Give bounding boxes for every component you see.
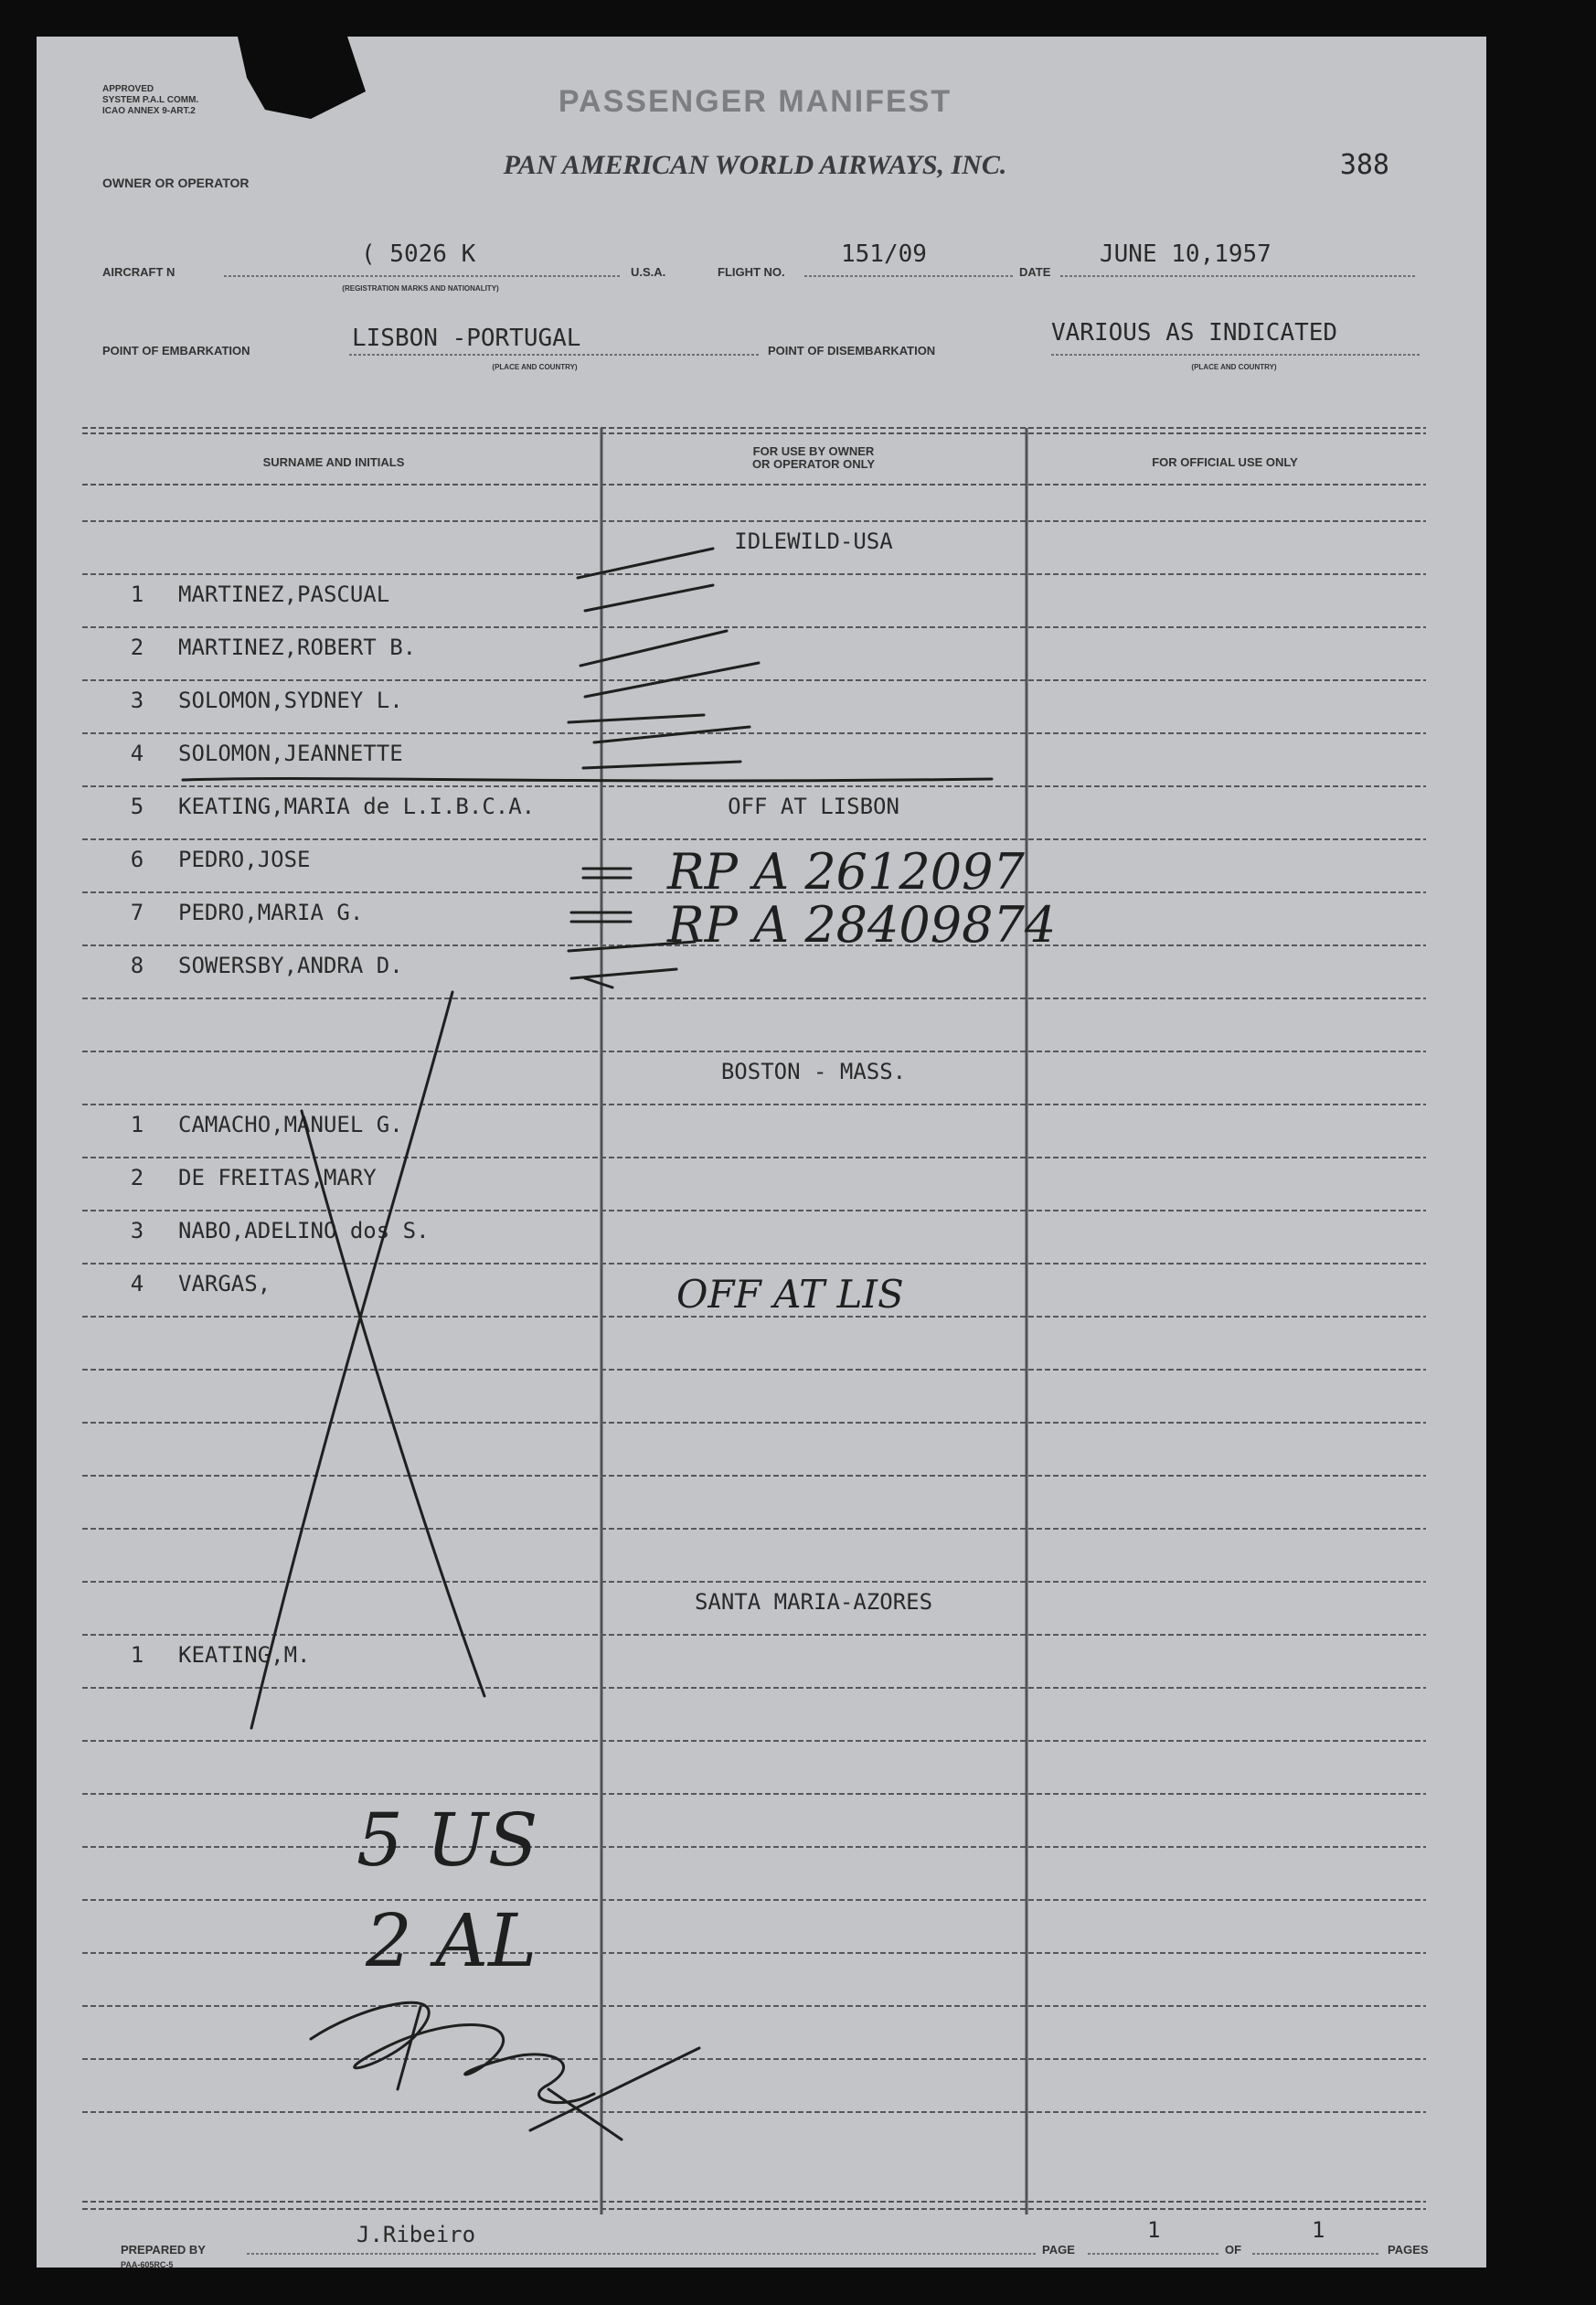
aircraft-caption: (REGISTRATION MARKS AND NATIONALITY) — [342, 284, 499, 293]
form-code: PAA-605RC-5 — [121, 2260, 174, 2268]
approval-line: SYSTEM P.A.L COMM. — [102, 95, 199, 105]
column-header-official: FOR OFFICIAL USE ONLY — [1152, 455, 1298, 469]
passenger-name: VARGAS, — [178, 1271, 271, 1297]
aircraft-label: AIRCRAFT N — [102, 265, 176, 279]
of-label: OF — [1225, 2243, 1242, 2257]
row-number: 1 — [130, 1642, 144, 1668]
row-number: 2 — [130, 635, 144, 660]
embarkation-caption: (PLACE AND COUNTRY) — [492, 363, 578, 371]
manifest-sheet — [37, 37, 1486, 2268]
approval-line: ICAO ANNEX 9-ART.2 — [102, 106, 196, 116]
row-number: 4 — [130, 1271, 144, 1297]
approval-line: APPROVED — [102, 84, 154, 94]
pages-label: PAGES — [1388, 2243, 1429, 2257]
passenger-name: SOLOMON,JEANNETTE — [178, 741, 403, 766]
flight-date: JUNE 10,1957 — [1100, 240, 1271, 268]
column-header-owner-use: FOR USE BY OWNER — [752, 444, 875, 458]
owner-use-note: OFF AT LISBON — [728, 794, 899, 819]
airline-name: PAN AMERICAN WORLD AIRWAYS, INC. — [503, 150, 1007, 180]
aircraft-value: ( 5026 K — [361, 240, 476, 268]
owner-use-note: IDLEWILD-USA — [734, 528, 893, 554]
embarkation-value: LISBON -PORTUGAL — [352, 325, 581, 352]
handwritten-note: OFF AT LIS — [676, 1272, 904, 1317]
row-number: 3 — [130, 1218, 144, 1243]
owner-use-note: BOSTON - MASS. — [720, 1059, 907, 1084]
passenger-name: SOWERSBY,ANDRA D. — [178, 953, 403, 978]
passenger-name: DE FREITAS,MARY — [178, 1165, 377, 1190]
handwritten-tally: 5 US — [356, 1798, 538, 1883]
embarkation-label: POINT OF EMBARKATION — [102, 344, 250, 357]
strike-through — [183, 779, 992, 781]
torn-corner — [238, 37, 366, 119]
row-number: 8 — [130, 953, 144, 978]
row-number: 3 — [130, 688, 144, 713]
handwritten-initials — [311, 2002, 699, 2140]
flight-label: FLIGHT NO. — [718, 265, 785, 279]
column-header-owner-use: OR OPERATOR ONLY — [751, 457, 876, 471]
row-number: 7 — [130, 900, 144, 925]
row-number: 5 — [130, 794, 144, 819]
manifest-rows — [131, 528, 932, 1668]
date-label: DATE — [1019, 265, 1051, 279]
passenger-name: SOLOMON,SYDNEY L. — [178, 688, 403, 713]
disembarkation-caption: (PLACE AND COUNTRY) — [1191, 363, 1277, 371]
page-value: 1 — [1147, 2217, 1161, 2243]
row-number: 4 — [130, 741, 144, 766]
row-number: 6 — [130, 847, 144, 872]
handwritten-passport: RP A 2612097 — [667, 843, 1025, 901]
prepared-by-value: J.Ribeiro — [356, 2222, 476, 2247]
cross-out-stroke — [251, 992, 452, 1728]
passenger-name: KEATING,M. — [178, 1642, 311, 1668]
passenger-name: MARTINEZ,PASCUAL — [178, 582, 390, 607]
passenger-name: CAMACHO,MANUEL G. — [178, 1112, 403, 1137]
row-number: 2 — [130, 1165, 144, 1190]
page-title: PASSENGER MANIFEST — [558, 84, 952, 119]
passenger-name: PEDRO,MARIA G. — [178, 900, 364, 925]
handwritten-passport: RP A 28409874 — [667, 896, 1057, 954]
of-value: 1 — [1312, 2217, 1325, 2243]
column-header-surname: SURNAME AND INITIALS — [262, 455, 405, 469]
owner-label: OWNER OR OPERATOR — [102, 176, 250, 190]
page-number: 388 — [1339, 149, 1389, 181]
country-label: U.S.A. — [631, 265, 666, 279]
disembarkation-label: POINT OF DISEMBARKATION — [768, 344, 936, 357]
disembarkation-value: VARIOUS AS INDICATED — [1051, 319, 1338, 347]
row-number: 1 — [130, 582, 144, 607]
passenger-name: NABO,ADELINO dos S. — [178, 1218, 430, 1243]
manifest-document — [37, 37, 1486, 2268]
handwritten-tally: 2 AL — [366, 1898, 537, 1983]
owner-use-note: SANTA MARIA-AZORES — [694, 1589, 933, 1615]
passenger-name: KEATING,MARIA de L.I.B.C.A. — [178, 794, 536, 819]
flight-number: 151/09 — [841, 240, 927, 268]
passenger-name: MARTINEZ,ROBERT B. — [178, 635, 417, 660]
page-label: PAGE — [1042, 2243, 1075, 2257]
prepared-by-label: PREPARED BY — [121, 2243, 206, 2257]
row-number: 1 — [130, 1112, 144, 1137]
passenger-name: PEDRO,JOSE — [178, 847, 311, 872]
